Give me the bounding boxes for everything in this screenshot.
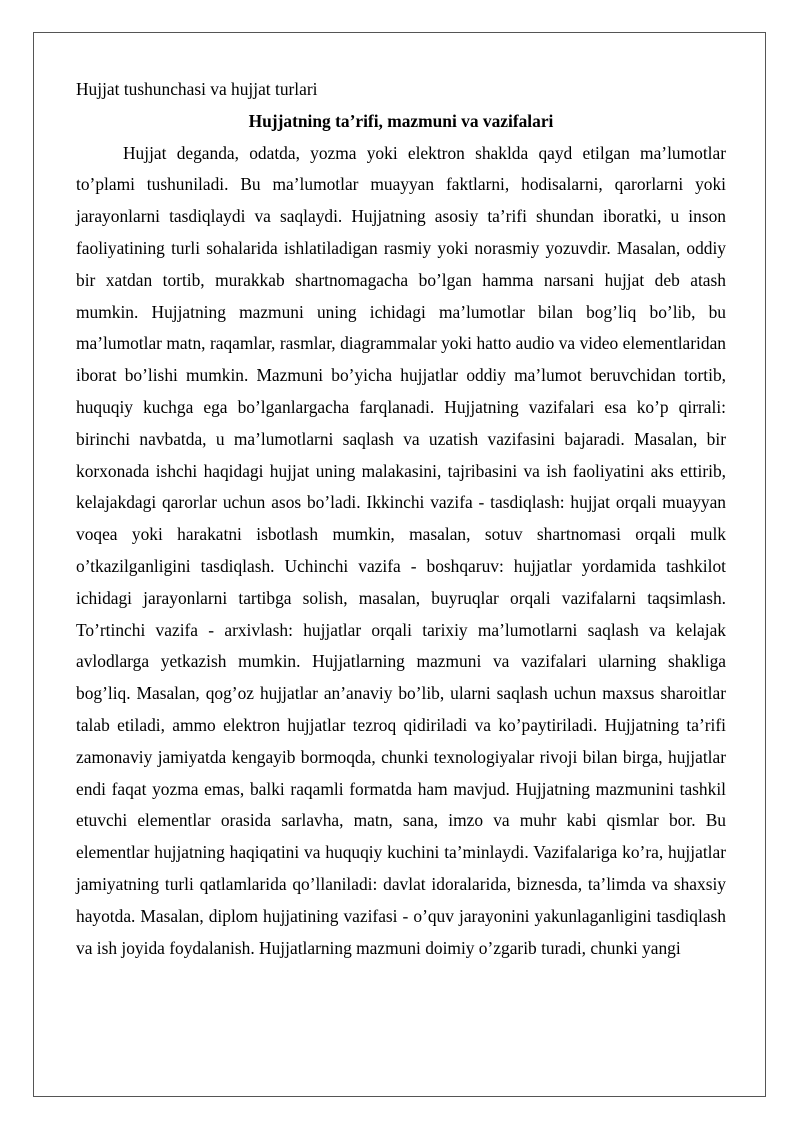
section-title: Hujjatning ta’rifi, mazmuni va vazifalari bbox=[248, 110, 554, 131]
body-paragraph: Hujjat deganda, odatda, yozma yoki elektron shaklda qayd etilgan ma’lumotlar to’plami tushuniladi. Bu ma’lumotlar muayyan faktlarni, hodisalarni, qarorlarni yoki jarayonlarni tasdiqlaydi va saqlaydi. Hujjatning asosiy ta’rifi shundan iboratki, u inson faoliyatining turli sohalarida ishlatiladigan rasmiy yoki norasmiy yozuvdir. Masalan, oddiy bir xatdan tortib, murakkab shartnomagacha bo’lgan hamma narsani hujjat deb atash mumkin. Hujjatning mazmuni uning ichidagi ma’lumotlar bilan bog’liq bo’lib, bu ma’lumotlar matn, raqamlar, rasmlar, diagrammalar yoki hatto audio va video elementlaridan iborat bo’lishi mumkin. Mazmuni bo’yicha hujjatlar oddiy ma’lumot beruvchidan tortib, huquqiy kuchga ega bo’lganlargacha farqlanadi. Hujjatning vazifalari esa ko’p qirrali: birinchi navbatda, u ma’lumotlarni saqlash va uzatish vazifasini bajaradi. Masalan, bir korxonada ishchi haqidagi hujjat uning malakasini, tajribasini va ish faoliyatini aks ettirib, kelajakdagi qarorlar uchun asos bo’ladi. Ikkinchi vazifa - tasdiqlash: hujjat orqali muayyan voqea yoki harakatni isbotlash mumkin, masalan, sotuv shartnomasi orqali mulk o’tkazilganligini tasdiqlash. Uchinchi vazifa - boshqaruv: hujjatlar yordamida tashkilot ichidagi jarayonlarni tartibga solish, masalan, buyruqlar orqali vazifalarni taqsimlash. To’rtinchi vazifa - arxivlash: hujjatlar orqali tarixiy ma’lumotlarni saqlash va kelajak avlodlarga yetkazish mumkin. Hujjatlarning mazmuni va vazifalari ularning shakliga bog’liq. Masalan, qog’oz hujjatlar an’anaviy bo’lib, ularni saqlash uchun maxsus sharoitlar talab etiladi, ammo elektron hujjatlar tezroq qidiriladi va ko’paytiriladi. Hujjatning ta’rifi zamonaviy jamiyatda kengayib bormoqda, chunki texnologiyalar rivoji bilan birga, hujjatlar endi faqat yozma emas, balki raqamli formatda ham mavjud. Hujjatning mazmunini tashkil etuvchi elementlar orasida sarlavha, matn, sana, imzo va muhr kabi qismlar bor. Bu elementlar hujjatning haqiqatini va huquqiy kuchini ta’minlaydi. Vazifalariga ko’ra, hujjatlar jamiyatning turli qatlamlarida qo’llaniladi: davlat idoralarida, biznesda, ta’limda va shaxsiy hayotda. Masalan, diplom hujjatining vazifasi - o’quv jarayonini yakunlaganligini tasdiqlash va ish joyida foydalanish. Hujjatlarning mazmuni doimiy o’zgarib turadi, chunki yangi bbox=[76, 142, 726, 958]
document-heading: Hujjat tushunchasi va hujjat turlari bbox=[76, 79, 318, 99]
document-body bbox=[76, 74, 726, 964]
